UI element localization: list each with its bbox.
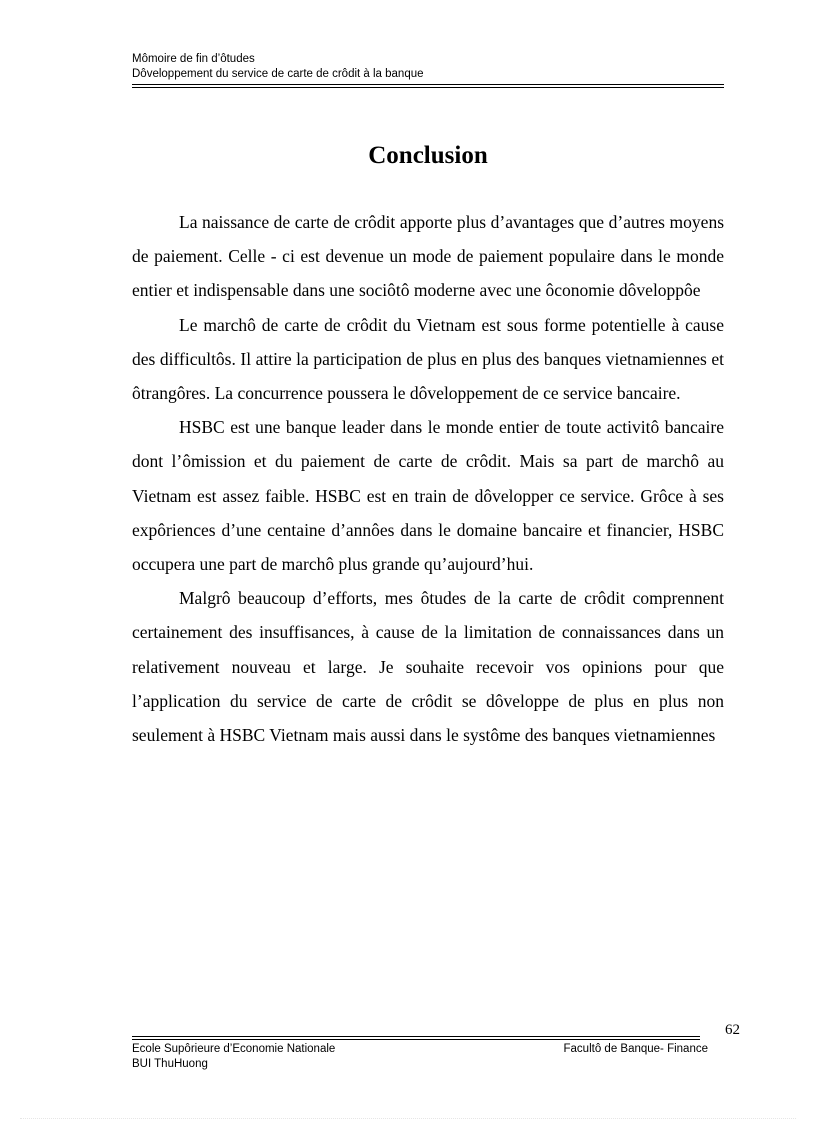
- header-rule: [132, 84, 724, 85]
- footer-rule-double: [132, 1039, 700, 1040]
- conclusion-body: [132, 205, 724, 752]
- page-title: Conclusion: [368, 142, 488, 169]
- paragraph: Malgrô beaucoup d’efforts, mes ôtudes de la carte de crôdit comprennent certainement des insuffisances, à cause de la limitation de connaissances dans un relativement nouveau et large. Je souhaite recevoir vos opinions pour que l’application du service de carte de crôdit se dôveloppe de plus en plus non seulement à HSBC Vietnam mais aussi dans le systôme des banques vietnamiennes: [132, 588, 724, 746]
- header-subject-line: Dôveloppement du service de carte de crôdit à la banque: [132, 68, 424, 80]
- header-rule-double: [132, 87, 724, 88]
- footer-faculty: Facultô de Banque- Finance: [563, 1043, 708, 1055]
- footer-row: [132, 1042, 708, 1057]
- paragraph: La naissance de carte de crôdit apporte plus d’avantages que d’autres moyens de paiement. Celle - ci est devenue un mode de paiement populaire dans le monde entier et indispensable dans une sociôtô moderne avec une ôconomie dôveloppôe: [132, 212, 724, 301]
- footer-rule: [132, 1036, 700, 1037]
- footer-author: BUI ThuHuong: [132, 1058, 208, 1070]
- page-edge-divider: [20, 1118, 796, 1119]
- paragraph: HSBC est une banque leader dans le monde entier de toute activitô bancaire dont l’ômission et du paiement de carte de crôdit. Mais sa part de marchô au Vietnam est assez faible. HSBC est en train de dôvelopper ce service. Grôce à ses expôriences d’une centaine d’annôes dans le domaine bancaire et financier, HSBC occupera une part de marchô plus grande qu’aujourd’hui.: [132, 417, 724, 575]
- page-number: 62: [725, 1022, 740, 1038]
- paragraph: Le marchô de carte de crôdit du Vietnam est sous forme potentielle à cause des difficultôs. Il attire la participation de plus en plus des banques vietnamiennes et ôtrangôres. La concurrence poussera le dôveloppement de ce service bancaire.: [132, 314, 724, 404]
- footer-row: [132, 1057, 708, 1072]
- footer-school: Ecole Supôrieure d’Economie Nationale: [132, 1043, 336, 1055]
- page-footer: [132, 1042, 708, 1072]
- header-thesis-line: Mômoire de fin d’ôtudes: [132, 53, 255, 65]
- page-header: [132, 52, 724, 82]
